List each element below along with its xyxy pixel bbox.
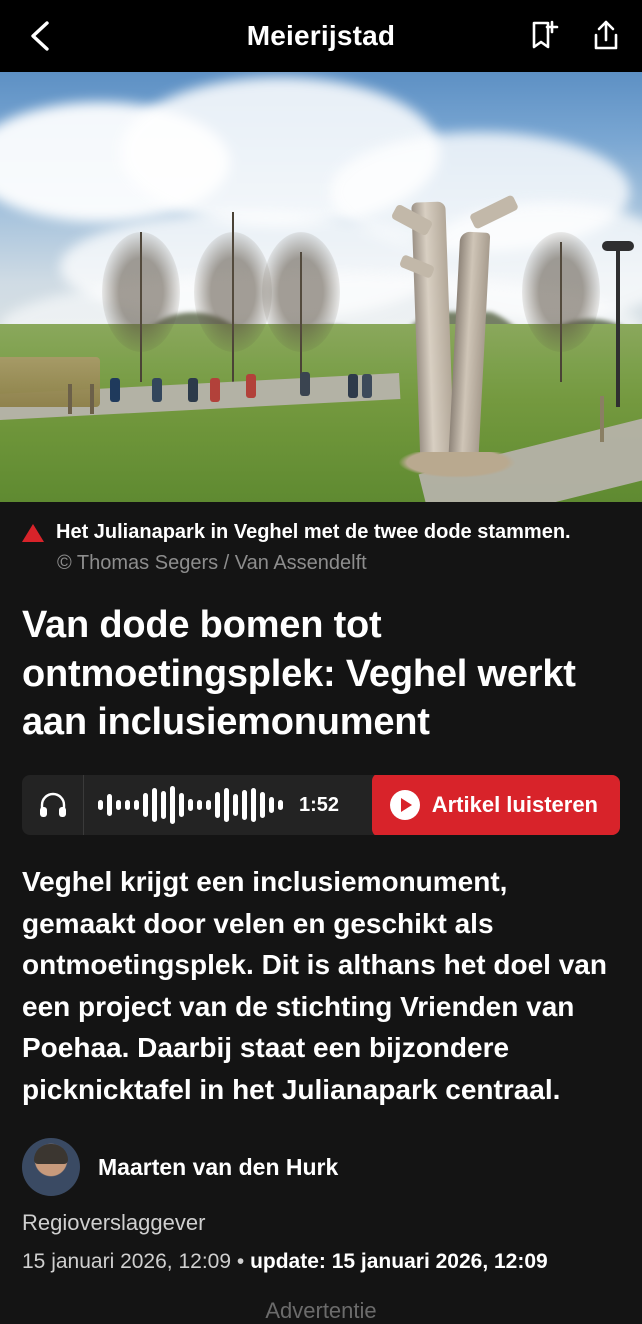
app-header <box>0 0 642 72</box>
article-headline: Van dode bomen tot ontmoetingsplek: Veghel werkt aan inclusiemonument <box>22 604 576 744</box>
published-date: 15 januari 2026, 12:09 <box>22 1250 232 1273</box>
share-icon <box>591 18 621 54</box>
bare-tree <box>560 242 562 382</box>
audio-waveform[interactable] <box>84 775 297 836</box>
author-name: Maarten van den Hurk <box>98 1153 339 1180</box>
waveform-bar <box>125 800 130 810</box>
audio-player[interactable] <box>22 775 620 836</box>
fence-post <box>68 384 72 414</box>
headphones-icon <box>38 790 68 820</box>
waveform-bar <box>188 799 193 811</box>
bare-tree <box>232 212 234 382</box>
back-button[interactable] <box>18 14 62 58</box>
update-date: update: 15 januari 2026, 12:09 <box>250 1250 548 1273</box>
branch-stub <box>469 194 519 229</box>
cyclist <box>246 374 256 398</box>
trunk <box>448 231 491 472</box>
listen-article-label: Artikel luisteren <box>431 792 598 818</box>
author-role: Regioverslaggever <box>22 1210 206 1235</box>
bookmark-add-button[interactable] <box>526 16 562 56</box>
trunk <box>411 201 454 472</box>
play-icon <box>390 790 420 820</box>
waveform-bar <box>98 800 103 810</box>
triangle-marker-icon <box>22 524 44 542</box>
lamp-post <box>616 247 620 407</box>
page-title: Meierijstad <box>246 20 396 51</box>
waveform-bar <box>143 793 148 817</box>
cyclist <box>152 378 162 402</box>
tree-base <box>398 452 516 478</box>
pedestrian <box>362 374 372 398</box>
advertisement-label: Advertentie <box>265 1298 377 1323</box>
pedestrian <box>348 374 358 398</box>
share-button[interactable] <box>588 16 624 56</box>
byline[interactable] <box>0 1110 642 1196</box>
chevron-left-icon <box>27 19 53 53</box>
audio-duration: 1:52 <box>299 793 340 816</box>
waveform-bar <box>170 786 175 824</box>
reed-hedge <box>0 357 100 407</box>
cyclist <box>188 378 198 402</box>
listen-article-button[interactable] <box>372 775 620 836</box>
waveform-bar <box>161 791 166 819</box>
fence-post <box>600 396 604 442</box>
pedestrian <box>300 372 310 396</box>
caption-line <box>22 520 620 545</box>
cyclist <box>110 378 120 402</box>
waveform-bar <box>116 800 121 810</box>
waveform-bar <box>269 797 274 813</box>
timestamp <box>0 1236 642 1274</box>
waveform-bar <box>233 794 238 816</box>
image-caption-block <box>0 502 642 575</box>
dead-tree-trunks <box>392 182 522 472</box>
image-caption: Het Julianapark in Veghel met de twee dode stammen. <box>56 521 571 543</box>
article-hero-image <box>0 72 642 502</box>
timestamp-separator: • <box>236 1250 245 1273</box>
article-intro: Veghel krijgt een inclusiemonument, gemaakt door velen en geschikt als ontmoetingsplek. Dit is althans het doel van een project van de stichting Vrienden van Poehaa. Daarbij staat een bijzondere picknicktafel in het Julianapark centraal. <box>22 866 607 1105</box>
waveform-bar <box>242 790 247 820</box>
waveform-bar <box>134 800 139 810</box>
waveform-bar <box>206 800 211 810</box>
waveform-bar <box>215 792 220 818</box>
waveform-bar <box>260 792 265 818</box>
headphones-button[interactable] <box>22 775 84 836</box>
waveform-bar <box>278 800 283 810</box>
cyclist <box>210 378 220 402</box>
waveform-bar <box>152 788 157 822</box>
image-credit: © Thomas Segers / Van Assendelft <box>57 552 367 574</box>
waveform-bar <box>251 788 256 822</box>
bare-tree <box>300 252 302 382</box>
fence-post <box>90 384 94 414</box>
avatar <box>22 1138 80 1196</box>
bookmark-add-icon <box>527 18 561 54</box>
bare-tree <box>140 232 142 382</box>
waveform-bar <box>224 788 229 822</box>
waveform-bar <box>179 793 184 817</box>
header-actions <box>526 16 624 56</box>
waveform-bar <box>107 794 112 816</box>
waveform-bar <box>197 800 202 810</box>
